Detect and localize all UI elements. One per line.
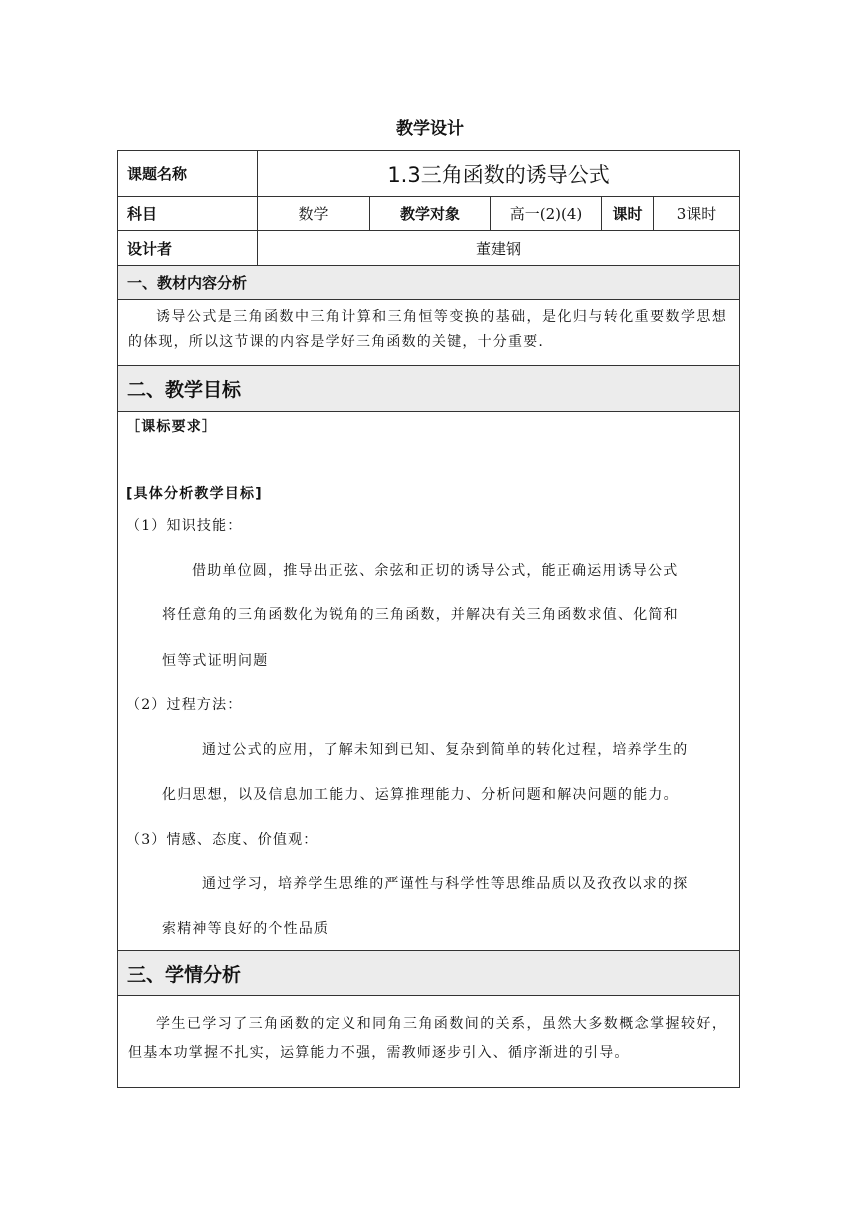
section2-body-row: [118, 412, 740, 951]
section3-heading-row: [118, 951, 740, 996]
section3-paragraph: 学生已学习了三角函数的定义和同角三角函数间的关系，虽然大多数概念掌握较好，但基本功掌握不扎实，运算能力不强，需教师逐步引入、循序渐进的引导。: [128, 1016, 728, 1061]
knowledge-line-1: 借助单位圆，推导出正弦、余弦和正切的诱导公式，能正确运用诱导公式: [192, 563, 679, 579]
section1-paragraph: 诱导公式是三角函数中三角计算和三角恒等变换的基础，是化归与转化重要数学思想的体现，所以这节课的内容是学好三角函数的关键，十分重要.: [128, 309, 728, 350]
section1-body: [118, 300, 740, 366]
process-line-2: 化归思想，以及信息加工能力、运算推理能力、分析问题和解决问题的能力。: [162, 787, 679, 803]
knowledge-skills-label: （1）知识技能：: [126, 518, 243, 534]
audience-label: 教学对象: [370, 197, 491, 231]
lesson-design-table: [117, 150, 740, 1088]
document-title: 教学设计: [396, 119, 464, 139]
knowledge-line-2: 将任意角的三角函数化为锐角的三角函数，并解决有关三角函数求值、化简和: [162, 607, 679, 623]
knowledge-line-3: 恒等式证明问题: [162, 653, 269, 669]
emotion-line-1: 通过学习，培养学生思维的严谨性与科学性等思维品质以及孜孜以求的探: [202, 876, 689, 892]
section2-heading-row: [118, 366, 740, 412]
hours-value: 3课时: [654, 197, 740, 231]
section3-body: [118, 996, 740, 1088]
emotion-values-label: （3）情感、态度、价值观：: [126, 832, 319, 848]
subject-label: 科目: [118, 197, 258, 231]
specific-goals: [具体分析教学目标]: [126, 486, 263, 502]
section3-heading: 三、学情分析: [118, 951, 740, 996]
section2-body: [118, 412, 740, 951]
section1-heading-row: [118, 266, 740, 300]
section2-heading: 二、教学目标: [118, 366, 740, 412]
topic-label: 课题名称: [118, 151, 258, 197]
standard-requirements: ［课标要求］: [126, 419, 218, 435]
subject-row: [118, 197, 740, 231]
designer-row: [118, 231, 740, 266]
process-line-1: 通过公式的应用，了解未知到已知、复杂到简单的转化过程，培养学生的: [202, 742, 689, 758]
section1-body-row: [118, 300, 740, 366]
emotion-line-2: 索精神等良好的个性品质: [162, 921, 330, 937]
audience-value: 高一(2)(4): [491, 197, 602, 231]
hours-label: 课时: [602, 197, 654, 231]
subject-value: 数学: [258, 197, 370, 231]
designer-label: 设计者: [118, 231, 258, 266]
process-method-label: （2）过程方法：: [126, 697, 243, 713]
designer-value: 董建钢: [258, 231, 740, 266]
section1-heading: 一、教材内容分析: [118, 266, 740, 300]
topic-row: [118, 151, 740, 197]
section3-body-row: [118, 996, 740, 1088]
topic-value: 1.3三角函数的诱导公式: [258, 151, 740, 197]
